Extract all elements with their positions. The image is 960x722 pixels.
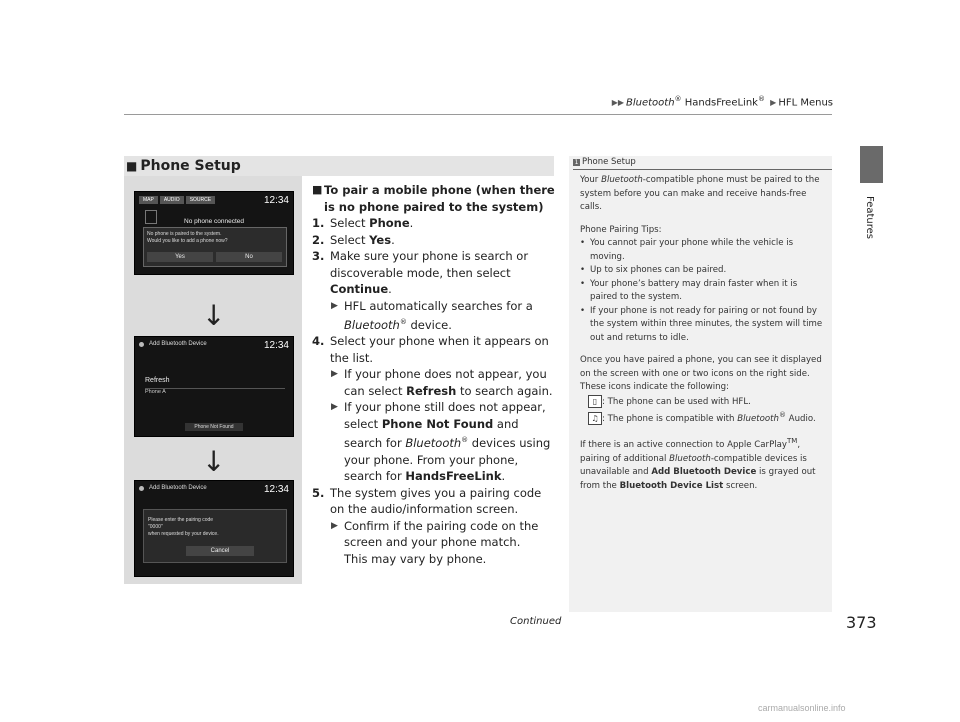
reg-mark: ® — [778, 411, 786, 419]
step-text: devices using your phone. From your phone, search for — [344, 436, 551, 484]
music-note-icon: ♫ — [588, 412, 602, 425]
step-text: If your phone still does not appear, select — [344, 400, 546, 431]
note-body — [580, 174, 826, 502]
step-number: 5. — [312, 485, 325, 500]
step-number: 1. — [312, 216, 325, 230]
tips-title: Phone Pairing Tips: — [580, 224, 662, 235]
arrow-icon: ▶ — [331, 520, 338, 531]
dialog-line: when requested by your device. — [148, 531, 219, 537]
step-italic: Bluetooth — [344, 317, 400, 332]
phone-hfl-icon: ▯ — [588, 395, 602, 408]
screen-pairing-code — [134, 480, 294, 577]
yes-button[interactable]: Yes — [147, 252, 213, 262]
tip-item — [580, 305, 826, 346]
step-3-sub — [312, 298, 557, 334]
step-number: 4. — [312, 334, 325, 349]
note-italic: Bluetooth — [601, 175, 643, 185]
step-text: . — [391, 232, 395, 247]
steps-heading-text: To pair a mobile phone (when there is no phone paired to the system) — [324, 183, 555, 214]
step-4 — [312, 333, 557, 366]
dialog-line: No phone is paired to the system. — [147, 231, 222, 237]
steps — [312, 182, 557, 567]
step-bold: HandsFreeLink — [405, 469, 502, 484]
screen-no-phone — [134, 191, 294, 275]
note-heading — [573, 157, 636, 167]
note-text: -compatible phone must be paired to the system before you can make and receive hands-free calls. — [580, 175, 820, 212]
note-divider — [573, 169, 832, 170]
note-ref-icon: 1 — [574, 159, 579, 166]
step-text: . — [409, 216, 414, 230]
device-item[interactable]: Phone A — [145, 389, 166, 395]
note-text: : The phone can be used with HFL. — [602, 396, 751, 407]
square-bullet-icon: ■ — [312, 183, 323, 196]
screen-clock: 12:34 — [263, 484, 289, 495]
note-paragraph — [580, 435, 826, 493]
back-icon — [139, 342, 144, 347]
step-bold: Phone Not Found — [381, 416, 494, 431]
step-4-sub-2 — [312, 399, 557, 484]
pairing-code: "0000" — [148, 524, 163, 530]
step-text: . — [388, 282, 392, 296]
tip-item — [580, 237, 826, 264]
arrow-icon: ▶ — [331, 300, 338, 311]
step-4-sub-1 — [312, 366, 557, 399]
arrow-icon: ▶ — [331, 402, 338, 413]
step-bold: Refresh — [406, 383, 457, 398]
tab-source: SOURCE — [186, 196, 215, 204]
continued-label: Continued — [510, 616, 562, 627]
tip-text: Your phone’s battery may drain faster when it is paired to the system. — [590, 278, 798, 302]
step-bold: Yes — [369, 232, 392, 247]
dialog-line: Please enter the pairing code — [148, 517, 214, 523]
step-italic: Bluetooth — [405, 436, 462, 451]
no-button[interactable]: No — [216, 252, 282, 262]
pairing-dialog — [143, 509, 287, 563]
tip-item — [580, 264, 826, 278]
screen-add-device — [134, 336, 294, 437]
step-3 — [312, 248, 557, 298]
down-arrow-icon: ↓ — [202, 299, 226, 332]
note-heading-text: Phone Setup — [582, 157, 636, 167]
tip-text: Up to six phones can be paired. — [590, 265, 727, 275]
note-bold: Bluetooth Device List — [619, 480, 724, 491]
tab-audio: AUDIO — [160, 196, 184, 204]
note-bold: Add Bluetooth Device — [651, 467, 757, 478]
down-arrow-icon: ↓ — [202, 445, 226, 478]
step-text: If your phone does not appear, you can select — [344, 367, 547, 398]
screen-title: Add Bluetooth Device — [149, 341, 207, 347]
reg-mark: ® — [757, 95, 765, 103]
bullet-icon: • — [580, 278, 586, 289]
arrow-icon: ▶ — [331, 369, 338, 380]
screen-clock: 12:34 — [263, 340, 289, 351]
note-paragraph — [580, 174, 826, 215]
tip-text: If your phone is not ready for pairing or not found by the system within three minutes, the system will time out and returns to idle. — [590, 305, 823, 343]
step-text: This may vary by phone. — [344, 551, 487, 566]
refresh-item[interactable]: Refresh — [145, 377, 170, 384]
note-text: screen. — [723, 480, 758, 491]
note-text: -compatible devices is unavailable and — [580, 453, 807, 478]
header-divider — [124, 114, 832, 115]
note-text: Your — [580, 175, 602, 185]
note-paragraph: Once you have paired a phone, you can see it displayed on the screen with one or two icons on the right side. — [580, 355, 822, 379]
note-text: If there is an active connection to Apple CarPlay — [580, 440, 788, 451]
bullet-icon: • — [580, 305, 586, 316]
tm-mark: TM — [787, 437, 798, 446]
step-bold: Phone — [369, 216, 410, 230]
note-text: is grayed out from the — [580, 467, 816, 491]
step-1 — [312, 215, 557, 232]
step-number: 2. — [312, 232, 325, 247]
step-number: 3. — [312, 249, 325, 263]
step-5 — [312, 485, 557, 518]
breadcrumb-hfl: HandsFreeLink — [681, 97, 758, 109]
phone-not-found-button[interactable]: Phone Not Found — [185, 423, 243, 431]
note-text: Audio. — [785, 413, 816, 424]
steps-heading — [312, 182, 557, 215]
note-text: , pairing of additional — [580, 440, 801, 464]
step-text: to search again. — [456, 383, 553, 398]
step-5-sub — [312, 518, 557, 568]
step-text: HFL automatically searches for a — [344, 298, 533, 313]
cancel-button[interactable]: Cancel — [186, 546, 254, 556]
icon-legend-audio — [580, 409, 826, 426]
note-italic: Bluetooth — [737, 413, 779, 424]
section-title — [126, 158, 241, 174]
page-number: 373 — [846, 613, 877, 632]
note-text: : The phone is compatible with — [602, 413, 738, 424]
screen-clock: 12:34 — [263, 195, 289, 206]
step-text: Select — [330, 232, 370, 247]
step-2 — [312, 232, 557, 249]
bullet-icon: • — [580, 265, 586, 275]
watermark: carmanualsonline.info — [758, 703, 846, 713]
screen-dialog — [143, 227, 287, 267]
square-bullet-icon: ■ — [126, 159, 138, 173]
breadcrumb-bluetooth: Bluetooth — [626, 97, 675, 109]
divider — [145, 388, 285, 389]
breadcrumb — [0, 95, 833, 108]
screen-tabs — [139, 196, 215, 204]
chapter-label: Features — [864, 196, 875, 239]
note-italic: Bluetooth — [669, 453, 711, 464]
step-text: Select your phone when it appears on the list. — [330, 334, 549, 365]
step-text: Confirm if the pairing code on the screen and your phone match. — [344, 518, 539, 550]
reg-mark: ® — [399, 318, 407, 326]
icon-legend-hfl — [580, 395, 826, 410]
reg-mark: ® — [461, 436, 469, 445]
triangle-icon: ▶ — [770, 98, 777, 108]
chapter-tab — [860, 146, 883, 183]
screen-status: No phone connected — [184, 218, 244, 225]
back-icon — [139, 486, 144, 491]
section-title-text: Phone Setup — [140, 158, 241, 174]
dialog-line: Would you like to add a phone now? — [147, 238, 228, 244]
breadcrumb-hfl-menus: HFL Menus — [778, 97, 833, 109]
step-bold: Continue — [330, 282, 389, 296]
triangle-icon: ▶▶ — [611, 98, 624, 108]
step-text: . — [501, 469, 506, 484]
tip-text: You cannot pair your phone while the vehicle is moving. — [590, 238, 794, 262]
tab-map: MAP — [139, 196, 158, 204]
note-paragraph: These icons indicate the following: — [580, 382, 729, 392]
bullet-icon: • — [580, 238, 586, 248]
step-text: device. — [406, 317, 452, 332]
reg-mark: ® — [674, 95, 682, 103]
screen-title: Add Bluetooth Device — [149, 485, 207, 491]
step-text: The system gives you a pairing code on the audio/information screen. — [330, 485, 542, 517]
tip-item — [580, 278, 826, 305]
step-text: Select — [330, 216, 370, 230]
step-text: and search for — [344, 416, 519, 451]
step-text: Make sure your phone is search or discoverable mode, then select — [330, 249, 529, 280]
